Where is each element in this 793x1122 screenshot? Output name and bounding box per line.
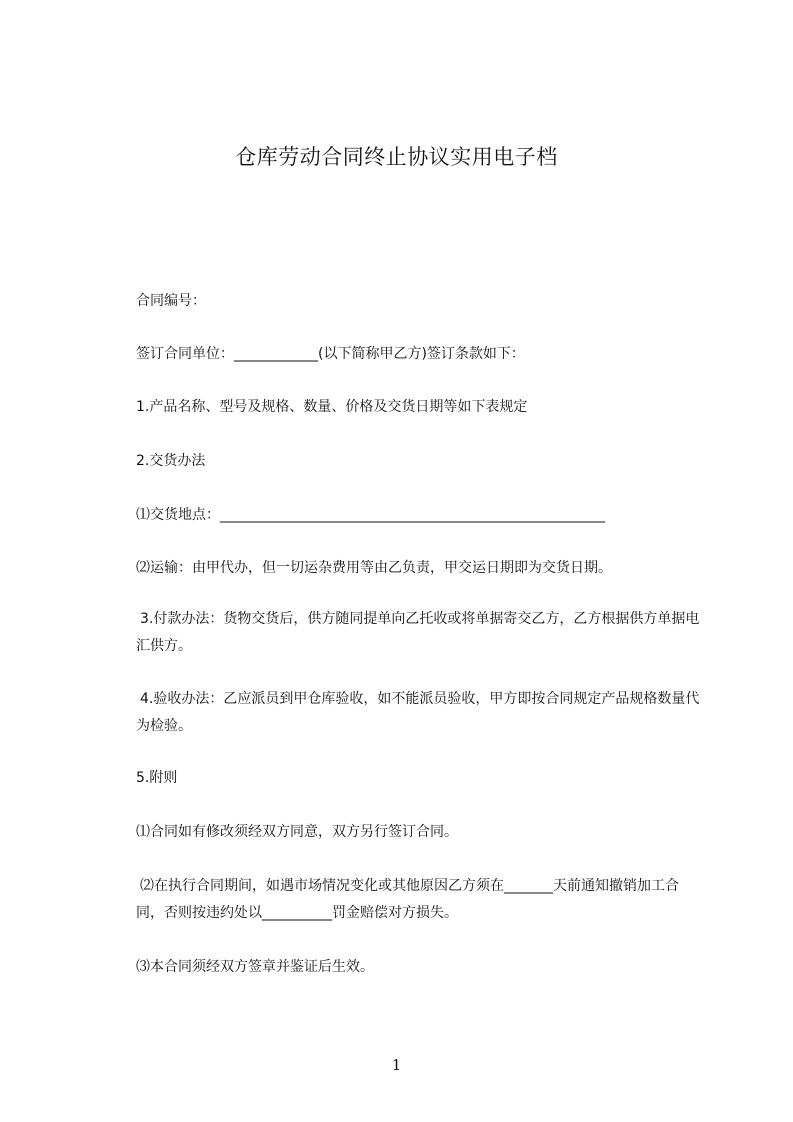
clause-5-3-effective: ⑶本合同须经双方签章并鉴证后生效。 [136, 959, 374, 975]
signing-units-line: 签订合同单位：____________(以下简称甲乙方)签订条款如下： [136, 346, 525, 362]
clause-2-2-transport: ⑵运输：由甲代办，但一切运杂费用等由乙负责，甲交运日期即为交货日期。 [136, 560, 612, 576]
page-number: 1 [391, 1056, 402, 1074]
clause-1: 1.产品名称、型号及规格、数量、价格及交货日期等如下表规定 [136, 399, 528, 415]
contract-number-line: 合同编号： [136, 293, 206, 309]
clause-5-2-cancellation: ⑵在执行合同期间，如遇市场情况变化或其他原因乙方须在_______天前通知撤销加工合同，否则按违约处以__________罚金赔偿对方损失。 [136, 878, 679, 921]
clause-2-heading: 2.交货办法 [136, 453, 206, 469]
document-title: 仓库劳动合同终止协议实用电子档 [235, 145, 558, 169]
clause-5-heading: 5.附则 [136, 770, 178, 786]
clause-3-payment: 3.付款办法：货物交货后，供方随同提单向乙托收或将单据寄交乙方，乙方根据供方单据电汇供方。 [136, 611, 700, 654]
clause-5-1-modification: ⑴合同如有修改须经双方同意，双方另行签订合同。 [136, 824, 458, 840]
clause-4-acceptance: 4.验收办法：乙应派员到甲仓库验收，如不能派员验收，甲方即按合同规定产品规格数量代为检验。 [136, 691, 700, 734]
clause-2-1-delivery-location: ⑴交货地点：_______________________________________________________ [136, 507, 605, 523]
